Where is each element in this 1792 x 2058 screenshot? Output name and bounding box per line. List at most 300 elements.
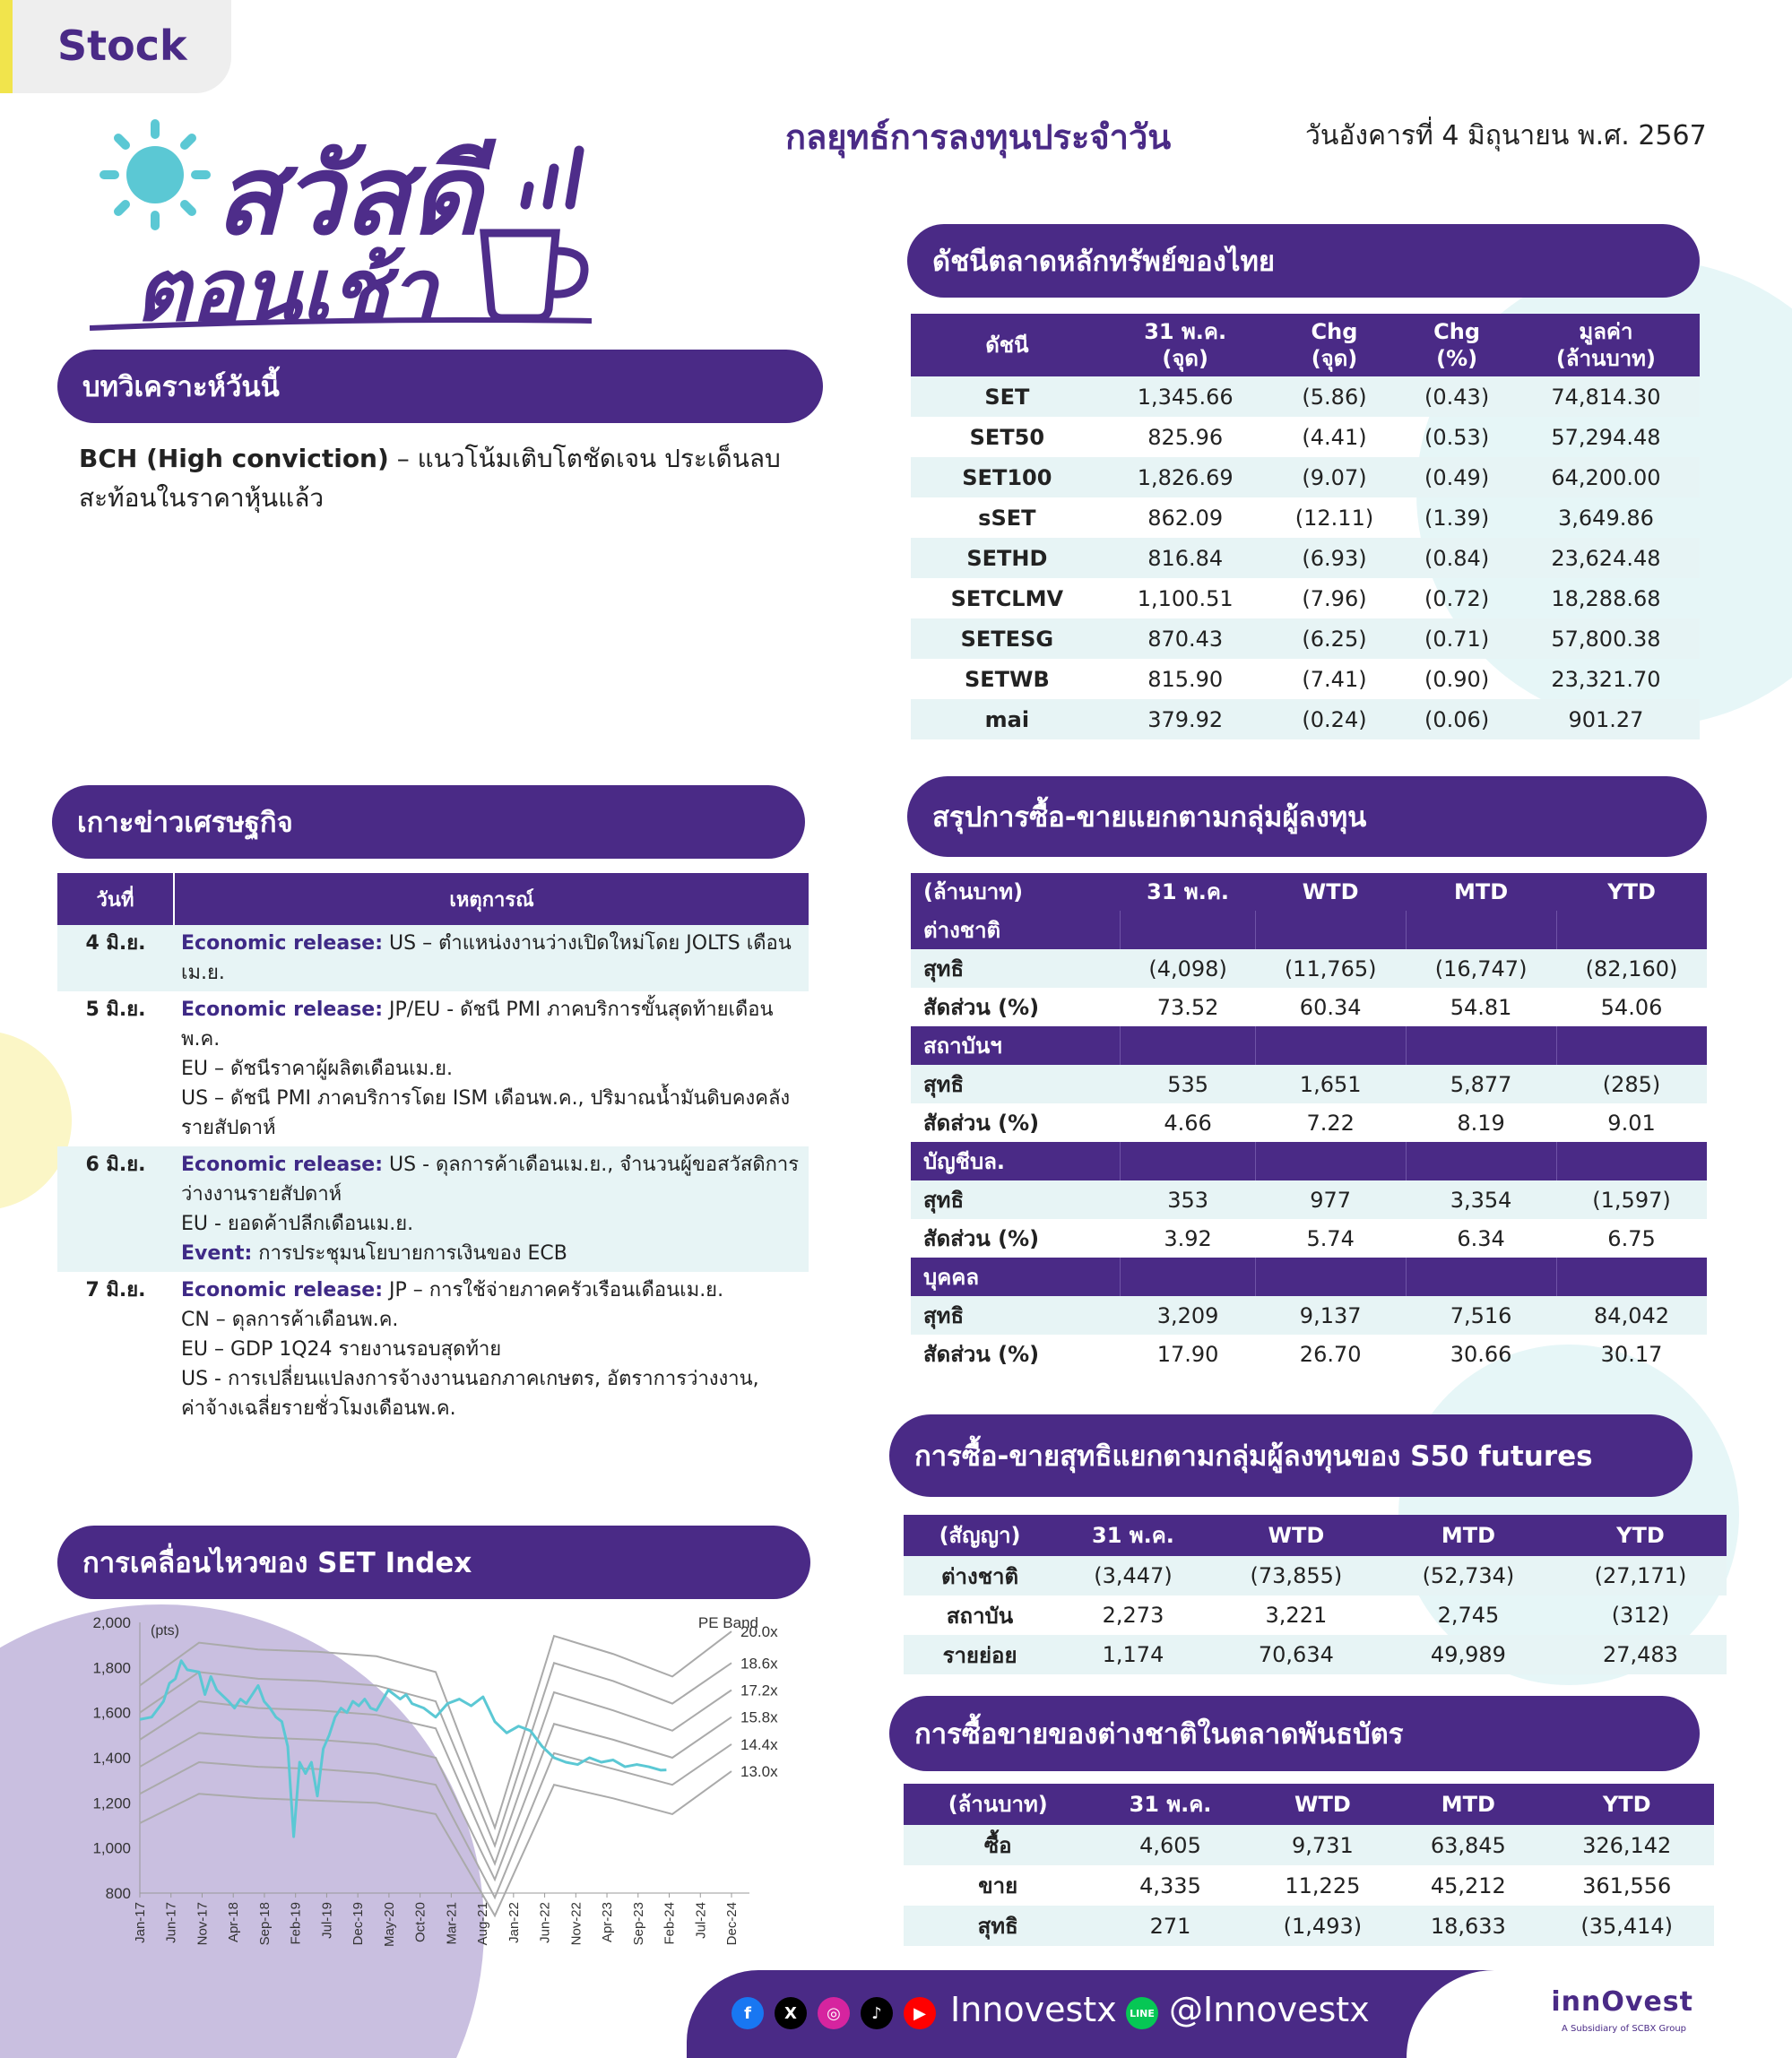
column-header: Chg (จุด) (1268, 314, 1402, 376)
event-line: Economic release: JP – การใช้จ่ายภาคครัวเรือนเดือนเม.ย. (181, 1279, 724, 1301)
row-label: สถาบัน (946, 1603, 1014, 1629)
table-cell: 54.06 (1600, 994, 1663, 1020)
column-header: YTD (1554, 1515, 1727, 1556)
column-header: Chg (%) (1401, 314, 1512, 376)
table-cell: 901.27 (1512, 699, 1700, 739)
investor-table (911, 873, 1707, 1373)
event-line: ว่างงานรายสัปดาห์ (181, 1183, 342, 1206)
table-cell: 73.52 (1156, 994, 1219, 1020)
table-cell: 2,745 (1437, 1603, 1500, 1628)
analysis-text (79, 439, 796, 518)
y-tick-label: 1,200 (92, 1794, 131, 1812)
empty-cell (1406, 911, 1556, 949)
econ-calendar-table (57, 873, 809, 1427)
table-cell: 7.22 (1306, 1110, 1355, 1136)
good-morning-logo (90, 108, 610, 341)
column-header: (สัญญา) (904, 1515, 1056, 1556)
table-cell: 271 (1092, 1906, 1248, 1946)
set-index-line (140, 1661, 666, 1837)
sun-icon (97, 117, 213, 233)
event-line: Economic release: US - ดุลการค้าเดือนเม.ย., จำนวนผู้ขอสวัสดิการ (181, 1154, 800, 1176)
brand-area (1407, 1970, 1792, 2058)
column-header: WTD (1249, 1784, 1398, 1825)
event-tag: Event: (181, 1242, 253, 1265)
page-title: กลยุทธ์การลงทุนประจำวัน (785, 117, 1172, 157)
table-cell: 326,142 (1539, 1825, 1714, 1865)
pe-band-label: 17.2x (740, 1682, 778, 1699)
table-cell: 23,321.70 (1551, 666, 1661, 692)
table-cell: (12.11) (1294, 505, 1374, 531)
table-cell: 862.09 (1147, 505, 1224, 531)
table-cell: (82,160) (1556, 949, 1707, 988)
table-header-row (904, 1515, 1727, 1556)
econ-heading-text: เกาะข่าวเศรษฐกิจ (77, 807, 293, 839)
table-row (904, 1595, 1727, 1635)
x-tick-label: Jun-17 (163, 1902, 179, 1943)
empty-cell (1556, 1142, 1707, 1180)
line-icon[interactable]: LINE (1126, 1997, 1158, 2029)
table-cell: 1,100.51 (1137, 585, 1234, 611)
logo-line2: ตอนเช้า (134, 239, 437, 341)
footer (687, 1970, 1792, 2058)
table-cell: 1,826.69 (1104, 457, 1268, 497)
y-tick-label: 2,000 (92, 1614, 131, 1631)
table-cell: 3.92 (1164, 1225, 1212, 1251)
x-tick-label: Apr-23 (600, 1902, 616, 1943)
index-name: SETHD (911, 538, 1104, 578)
row-label: สุทธิ (911, 949, 1121, 988)
event-date: 6 มิ.ย. (57, 1146, 174, 1272)
table-row (911, 376, 1700, 417)
table-cell: 11,225 (1285, 1872, 1361, 1898)
event-tag: Economic release: (181, 999, 384, 1021)
table-cell: 3,209 (1121, 1296, 1255, 1335)
event-description (174, 1146, 809, 1272)
logo-line1: สวัสดี (215, 130, 481, 259)
table-row (911, 578, 1700, 618)
table-row (911, 1335, 1707, 1373)
empty-cell (1121, 911, 1255, 949)
table-row (911, 699, 1700, 739)
table-cell: (0.49) (1401, 457, 1512, 497)
column-header: (ล้านบาท) (904, 1784, 1092, 1825)
empty-cell (1255, 1142, 1406, 1180)
analysis-stock: BCH (High conviction) (79, 444, 389, 473)
innovestx-logo: innOvest (1551, 1986, 1693, 2018)
group-label: บุคคล (911, 1258, 1121, 1296)
table-cell: 18,633 (1397, 1906, 1539, 1946)
pe-band-label: 18.6x (740, 1655, 778, 1673)
column-header: 31 พ.ค. (จุด) (1104, 314, 1268, 376)
index-name: SETCLMV (950, 585, 1064, 611)
table-cell: 9,731 (1249, 1825, 1398, 1865)
table-row (904, 1865, 1714, 1906)
pe-band-label: 20.0x (740, 1623, 778, 1641)
empty-cell (1255, 911, 1406, 949)
table-cell: 6.75 (1607, 1225, 1656, 1251)
table-row (57, 1272, 809, 1427)
empty-cell (1406, 1258, 1556, 1296)
column-header: 31 พ.ค. (1121, 873, 1255, 911)
stock-tab (0, 0, 231, 93)
column-header: MTD (1406, 873, 1556, 911)
event-line: EU - ยอดค้าปลีกเดือนเม.ย. (181, 1213, 414, 1235)
event-date: 4 มิ.ย. (57, 925, 174, 991)
table-cell: 60.34 (1299, 994, 1362, 1020)
column-header: มูลค่า (ล้านบาท) (1512, 314, 1700, 376)
table-cell: (7.41) (1302, 666, 1367, 692)
y-tick-label: 1,400 (92, 1750, 131, 1767)
table-cell: 84,042 (1556, 1296, 1707, 1335)
column-header: MTD (1397, 1784, 1539, 1825)
x-tick-label: Nov-22 (568, 1902, 584, 1946)
table-cell: 870.43 (1104, 618, 1268, 659)
analysis-line2: สะท้อนในราคาหุ้นแล้ว (79, 483, 325, 513)
table-cell: (35,414) (1539, 1906, 1714, 1946)
table-cell: (7.96) (1302, 585, 1367, 611)
table-cell: (0.90) (1424, 666, 1490, 692)
table-cell: 6.34 (1457, 1225, 1505, 1251)
index-name: mai (911, 699, 1104, 739)
event-line: Economic release: JP/EU - ดัชนี PMI ภาคบริการขั้นสุดท้ายเดือนพ.ค. (181, 999, 774, 1051)
group-row (911, 1142, 1707, 1180)
table-row (911, 618, 1700, 659)
event-tag: Economic release: (181, 1279, 384, 1301)
event-tag: Economic release: (181, 1154, 384, 1176)
table-row (57, 925, 809, 991)
analysis-line1: – แนวโน้มเติบโตชัดเจน ประเด็นลบ (388, 444, 781, 473)
table-cell: (52,734) (1382, 1556, 1554, 1595)
row-label: สัดส่วน (%) (923, 1111, 1040, 1136)
table-row (57, 991, 809, 1146)
steam-icon (507, 133, 597, 222)
table-row (904, 1825, 1714, 1865)
table-row (911, 1065, 1707, 1103)
column-header: (ล้านบาท) (911, 873, 1121, 911)
table-row (911, 1296, 1707, 1335)
brand-subtitle: A Subsidiary of SCBX Group (1562, 2024, 1686, 2034)
row-label: สุทธิ (911, 1296, 1121, 1335)
table-header-row (911, 873, 1707, 911)
pe-band-line (140, 1771, 732, 1915)
row-label: ซื้อ (904, 1825, 1092, 1865)
x-tick-label: Feb-24 (662, 1902, 678, 1945)
event-date: 5 มิ.ย. (85, 999, 146, 1021)
chart-heading-text: การเคลื่อนไหวของ SET Index (82, 1547, 472, 1579)
table-row (904, 1635, 1727, 1674)
table-cell: 9,137 (1255, 1296, 1406, 1335)
table-cell: (6.93) (1268, 538, 1402, 578)
table-row (911, 1219, 1707, 1258)
legend-title: PE Band (697, 1614, 758, 1631)
table-cell: 74,814.30 (1512, 376, 1700, 417)
index-name: SET (911, 376, 1104, 417)
column-header: 31 พ.ค. (1056, 1515, 1210, 1556)
table-row (904, 1906, 1714, 1946)
table-cell: 45,212 (1430, 1872, 1506, 1898)
table-cell: (285) (1556, 1065, 1707, 1103)
handle-primary[interactable]: Innovestx (950, 1990, 1117, 2029)
table-cell: 3,221 (1265, 1603, 1328, 1628)
column-header: YTD (1556, 873, 1707, 911)
table-header-row (57, 873, 809, 925)
table-cell: (11,765) (1255, 949, 1406, 988)
econ-heading (52, 785, 805, 859)
table-cell: (0.71) (1401, 618, 1512, 659)
table-cell: 4.66 (1164, 1110, 1212, 1136)
y-tick-label: 1,000 (92, 1839, 131, 1857)
event-line: เม.ย. (181, 962, 225, 984)
event-description (174, 991, 809, 1146)
table-cell: (1,597) (1556, 1180, 1707, 1219)
table-cell: (1.39) (1424, 505, 1490, 531)
table-cell: 4,335 (1139, 1872, 1201, 1898)
table-cell: 5.74 (1306, 1225, 1355, 1251)
column-header: WTD (1255, 873, 1406, 911)
facebook-icon[interactable]: f (732, 1997, 764, 2029)
table-cell: 49,989 (1382, 1635, 1554, 1674)
table-cell: (0.53) (1424, 424, 1490, 450)
x-tick-label: Jul-19 (319, 1902, 335, 1939)
empty-cell (1121, 1142, 1255, 1180)
event-line: ค่าจ้างเฉลี่ยรายชั่วโมงเดือนพ.ค. (181, 1397, 456, 1420)
empty-cell (1255, 1026, 1406, 1065)
table-cell: 1,174 (1056, 1635, 1210, 1674)
table-cell: 30.66 (1450, 1341, 1512, 1367)
instagram-icon[interactable]: ◎ (818, 1997, 850, 2029)
event-line: Economic release: US – ตำแหน่งงานว่างเปิดใหม่โดย JOLTS เดือน (181, 932, 792, 955)
x-icon[interactable]: X (775, 1997, 807, 2029)
column-header: ดัชนี (911, 314, 1104, 376)
table-row (911, 497, 1700, 538)
index-name: SET100 (911, 457, 1104, 497)
row-label: สัดส่วน (%) (923, 995, 1040, 1020)
table-cell: 379.92 (1104, 699, 1268, 739)
empty-cell (1406, 1026, 1556, 1065)
event-description (174, 925, 809, 991)
table-cell: (0.24) (1268, 699, 1402, 739)
event-line: US – ดัชนี PMI ภาคบริการโดย ISM เดือนพ.ค., ปริมาณน้ำมันดิบคงคลัง (181, 1087, 791, 1110)
x-tick-label: Jan-22 (506, 1902, 522, 1943)
table-cell: 64,200.00 (1512, 457, 1700, 497)
pe-band-label: 13.0x (740, 1763, 778, 1781)
table-cell: 30.17 (1600, 1341, 1663, 1367)
table-cell: 70,634 (1210, 1635, 1382, 1674)
empty-cell (1556, 911, 1707, 949)
table-cell: (1,493) (1249, 1906, 1398, 1946)
x-tick-label: Dec-19 (351, 1902, 367, 1946)
y-tick-label: 1,800 (92, 1659, 131, 1677)
table-cell: 17.90 (1156, 1341, 1219, 1367)
event-line: EU – ดัชนีราคาผู้ผลิตเดือนเม.ย. (181, 1058, 453, 1080)
handle-line[interactable]: @Innovestx (1169, 1990, 1370, 2029)
event-line: CN – ดุลการค้าเดือนพ.ค. (181, 1309, 399, 1331)
table-row (911, 1103, 1707, 1142)
table-header-row (904, 1784, 1714, 1825)
group-label: สถาบันฯ (911, 1026, 1121, 1065)
column-header: YTD (1539, 1784, 1714, 1825)
x-tick-label: Aug-21 (475, 1902, 491, 1946)
table-cell: 57,800.38 (1512, 618, 1700, 659)
index-name: SETESG (911, 618, 1104, 659)
column-header: วันที่ (57, 873, 174, 925)
table-cell: 815.90 (1147, 666, 1224, 692)
table-cell: 23,624.48 (1512, 538, 1700, 578)
pe-band-label: 15.8x (740, 1708, 778, 1726)
table-cell: 977 (1255, 1180, 1406, 1219)
futures-table-heading-text: การซื้อ-ขายสุทธิแยกตามกลุ่มผู้ลงทุนของ S50 futures (914, 1440, 1593, 1473)
set-index-chart (86, 1595, 803, 1972)
table-cell: (0.72) (1424, 585, 1490, 611)
x-tick-label: Jun-22 (537, 1902, 553, 1943)
y-tick-label: 800 (105, 1885, 131, 1902)
table-cell: (4,098) (1121, 949, 1255, 988)
table-cell: (6.25) (1268, 618, 1402, 659)
table-cell: (16,747) (1406, 949, 1556, 988)
event-tag: Economic release: (181, 932, 384, 955)
table-cell: 2,273 (1102, 1603, 1164, 1628)
table-row (904, 1556, 1727, 1595)
table-row (911, 417, 1700, 457)
x-tick-label: Dec-24 (724, 1902, 740, 1946)
row-label: ต่างชาติ (904, 1556, 1056, 1595)
y-axis-label: (pts) (151, 1623, 179, 1639)
table-row (911, 988, 1707, 1026)
x-tick-label: Feb-19 (288, 1902, 304, 1945)
table-header-row (911, 314, 1700, 376)
table-cell: (73,855) (1210, 1556, 1382, 1595)
empty-cell (1556, 1258, 1707, 1296)
investor-table-heading (907, 776, 1707, 857)
set-table-heading (907, 224, 1700, 298)
column-header: เหตุการณ์ (174, 873, 809, 925)
table-cell: 26.70 (1299, 1341, 1362, 1367)
row-label: สัดส่วน (%) (923, 1226, 1040, 1251)
table-cell: 8.19 (1457, 1110, 1505, 1136)
table-cell: 825.96 (1147, 424, 1224, 450)
pe-band-line (140, 1717, 732, 1880)
x-tick-label: Mar-21 (444, 1902, 460, 1945)
tiktok-icon[interactable]: ♪ (861, 1997, 893, 2029)
row-label: สุทธิ (904, 1906, 1092, 1946)
stock-tab-label: Stock (57, 22, 187, 70)
event-line: Event: การประชุมนโยบายการเงินของ ECB (181, 1242, 567, 1265)
table-cell: (5.86) (1268, 376, 1402, 417)
table-row (911, 659, 1700, 699)
table-cell: (3,447) (1056, 1556, 1210, 1595)
bond-table-heading-text: การซื้อขายของต่างชาติในตลาดพันธบัตร (914, 1718, 1404, 1751)
group-label: ต่างชาติ (911, 911, 1121, 949)
table-cell: 9.01 (1607, 1110, 1656, 1136)
event-date: 7 มิ.ย. (85, 1279, 146, 1301)
index-name: SETWB (964, 666, 1050, 692)
row-label: สุทธิ (911, 1065, 1121, 1103)
investor-table-heading-text: สรุปการซื้อ-ขายแยกตามกลุ่มผู้ลงทุน (932, 801, 1367, 834)
empty-cell (1556, 1026, 1707, 1065)
set-index-table (911, 314, 1700, 739)
table-row (911, 457, 1700, 497)
index-name: SET50 (969, 424, 1045, 450)
table-cell: 1,345.66 (1104, 376, 1268, 417)
table-cell: (9.07) (1268, 457, 1402, 497)
analysis-heading-text: บทวิเคราะห์วันนี้ (82, 371, 280, 403)
x-tick-label: Apr-18 (226, 1902, 242, 1943)
table-cell: (4.41) (1302, 424, 1367, 450)
group-row (911, 1026, 1707, 1065)
analysis-heading (57, 350, 823, 423)
table-cell: 63,845 (1397, 1825, 1539, 1865)
table-cell: 3,354 (1406, 1180, 1556, 1219)
pe-band-line (140, 1663, 732, 1846)
row-label: ขาย (978, 1873, 1018, 1898)
table-cell: (0.43) (1401, 376, 1512, 417)
youtube-icon[interactable]: ▶ (904, 1997, 936, 2029)
empty-cell (1121, 1258, 1255, 1296)
event-line: รายสัปดาห์ (181, 1117, 276, 1139)
row-label: สุทธิ (911, 1180, 1121, 1219)
x-tick-label: Sep-18 (256, 1902, 273, 1946)
empty-cell (1406, 1142, 1556, 1180)
row-label: สัดส่วน (%) (923, 1342, 1040, 1367)
x-tick-label: May-20 (381, 1902, 397, 1948)
table-cell: 57,294.48 (1551, 424, 1661, 450)
table-cell: 816.84 (1104, 538, 1268, 578)
x-tick-label: Jul-24 (693, 1902, 709, 1939)
event-line: US - การเปลี่ยนแปลงการจ้างงานนอกภาคเกษตร, อัตราการว่างงาน, (181, 1368, 759, 1390)
column-header: MTD (1382, 1515, 1554, 1556)
group-row (911, 1258, 1707, 1296)
x-tick-label: Sep-23 (630, 1902, 646, 1946)
x-tick-label: Oct-20 (412, 1902, 429, 1943)
table-cell: (312) (1611, 1603, 1670, 1628)
table-cell: 18,288.68 (1551, 585, 1661, 611)
report-date: วันอังคารที่ 4 มิถุนายน พ.ศ. 2567 (1305, 120, 1707, 151)
table-cell: 7,516 (1406, 1296, 1556, 1335)
x-tick-label: Jan-17 (133, 1902, 148, 1943)
group-label: บัญชีบล. (911, 1142, 1121, 1180)
futures-table-heading (889, 1414, 1692, 1497)
chart-heading (57, 1526, 810, 1599)
table-cell: (0.84) (1401, 538, 1512, 578)
table-row (911, 538, 1700, 578)
row-label: รายย่อย (904, 1635, 1056, 1674)
table-row (57, 1146, 809, 1272)
table-cell: 1,651 (1255, 1065, 1406, 1103)
table-cell: 3,649.86 (1558, 505, 1654, 531)
column-header: 31 พ.ค. (1092, 1784, 1248, 1825)
index-name: sSET (978, 505, 1036, 531)
table-row (911, 949, 1707, 988)
table-cell: 54.81 (1450, 994, 1512, 1020)
y-tick-label: 1,600 (92, 1704, 131, 1722)
pe-band-label: 14.4x (740, 1735, 778, 1753)
table-cell: 535 (1121, 1065, 1255, 1103)
event-line: EU – GDP 1Q24 รายงานรอบสุดท้าย (181, 1338, 502, 1361)
empty-cell (1121, 1026, 1255, 1065)
empty-cell (1255, 1258, 1406, 1296)
table-cell: 361,556 (1582, 1872, 1672, 1898)
table-row (911, 1180, 1707, 1219)
underline (90, 316, 610, 333)
bond-table (904, 1784, 1714, 1946)
column-header: WTD (1210, 1515, 1382, 1556)
set-table-heading-text: ดัชนีตลาดหลักทรัพย์ของไทย (932, 246, 1276, 278)
group-row (911, 911, 1707, 949)
bond-table-heading (889, 1696, 1700, 1771)
x-tick-label: Nov-17 (195, 1902, 211, 1946)
pe-band-line (140, 1744, 732, 1898)
table-cell: 4,605 (1092, 1825, 1248, 1865)
